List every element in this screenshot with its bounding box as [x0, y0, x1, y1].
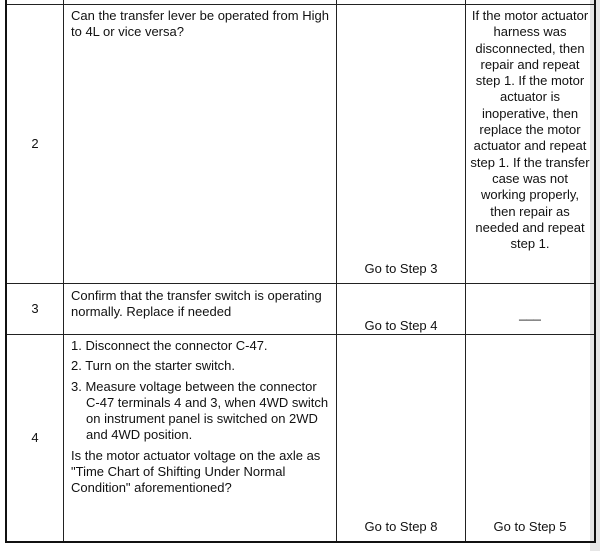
step-number-cell: [6, 335, 64, 543]
yes-cell: [337, 335, 466, 543]
step-number: 2: [31, 135, 39, 151]
action-question: Is the motor actuator voltage on the axle as "Time Chart of Shifting Under Normal Condition" aforementioned?: [71, 447, 321, 496]
action-step: 1. Disconnect the connector C-47.: [71, 338, 268, 353]
yes-cell: [337, 5, 466, 284]
step-number-cell: [6, 5, 64, 284]
step-number-cell: [6, 284, 64, 335]
no-cell: [466, 5, 596, 284]
step-number: 4: [31, 429, 39, 445]
no-result: If the motor actuator harness was disconnected, then repair and repeat step 1. If the motor actuator is inoperative, then replace the motor actuator and repeat step 1. If the transfer case was not working properly, then repair as needed and repeat step 1.: [470, 8, 590, 252]
action-cell: [64, 5, 337, 284]
no-cell: [466, 335, 596, 543]
table-row-step-3: [6, 284, 595, 335]
no-result-blank: ___: [519, 305, 541, 321]
diagnostic-procedure-table: [5, 0, 596, 543]
action-step: 3. Measure voltage between the connector C-47 terminals 4 and 3, when 4WD switch on instrument panel is switched on 2WD and 4WD position.: [71, 378, 329, 443]
yes-result: Go to Step 3: [364, 260, 438, 276]
yes-cell: [337, 284, 466, 335]
no-cell: [466, 284, 596, 335]
table-row-step-2: [6, 5, 595, 284]
action-steps-list: [71, 335, 336, 444]
step-number: 3: [31, 300, 39, 316]
action-text: Can the transfer lever be operated from High to 4L or vice versa?: [71, 8, 329, 40]
yes-result: Go to Step 4: [364, 317, 438, 333]
action-text: Confirm that the transfer switch is operating normally. Replace if needed: [71, 288, 322, 320]
yes-result: Go to Step 8: [364, 518, 438, 534]
action-step: 2. Turn on the starter switch.: [71, 358, 236, 374]
action-cell: [64, 335, 337, 543]
no-result: Go to Step 5: [493, 518, 567, 534]
action-cell: [64, 284, 337, 335]
table-row-step-4: [6, 335, 595, 543]
